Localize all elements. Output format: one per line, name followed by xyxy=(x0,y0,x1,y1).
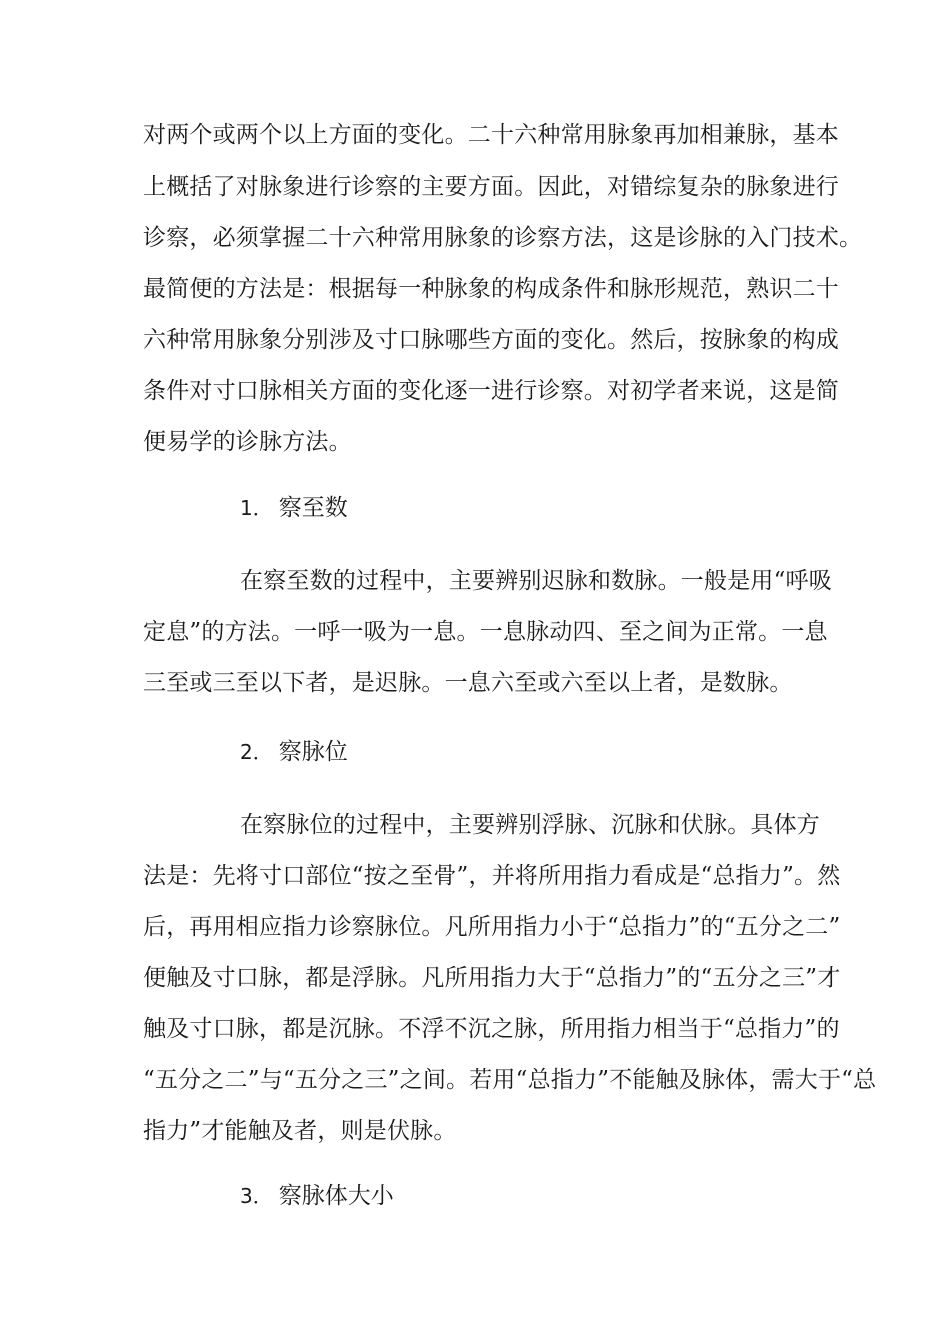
text-line: 三至或三至以下者，是迟脉。一息六至或六至以上者，是数脉。 xyxy=(143,670,793,696)
section-title: 察脉体大小 xyxy=(278,1183,394,1209)
text-line: 便触及寸口脉，都是浮脉。凡所用指力大于“总指力”的“五分之三”才 xyxy=(143,965,841,991)
section-title: 察至数 xyxy=(278,495,348,521)
section-heading-1 xyxy=(240,493,348,523)
text-line: “五分之二”与“五分之三”之间。若用“总指力”不能触及脉体，需大于“总 xyxy=(143,1067,877,1093)
text-line: 条件对寸口脉相关方面的变化逐一进行诊察。对初学者来说，这是简 xyxy=(143,378,839,404)
text-line: 在察至数的过程中，主要辨别迟脉和数脉。一般是用“呼吸 xyxy=(240,568,832,594)
section-heading-3 xyxy=(240,1181,394,1211)
section-heading-2 xyxy=(240,737,348,767)
section-number: 1． xyxy=(240,496,273,520)
text-line: 指力”才能触及者，则是伏脉。 xyxy=(143,1118,457,1144)
text-line: 便易学的诊脉方法。 xyxy=(143,429,352,455)
text-line: 诊察，必须掌握二十六种常用脉象的诊察方法，这是诊脉的入门技术。 xyxy=(143,225,863,251)
section-number: 2． xyxy=(240,740,273,764)
text-line: 六种常用脉象分别涉及寸口脉哪些方面的变化。然后，按脉象的构成 xyxy=(143,327,839,353)
text-line: 触及寸口脉，都是沉脉。不浮不沉之脉，所用指力相当于“总指力”的 xyxy=(143,1016,840,1042)
text-line: 后，再用相应指力诊察脉位。凡所用指力小于“总指力”的“五分之二” xyxy=(143,914,841,940)
text-line: 在察脉位的过程中，主要辨别浮脉、沉脉和伏脉。具体方 xyxy=(240,812,820,838)
text-line: 法是：先将寸口部位“按之至骨”，并将所用指力看成是“总指力”。然 xyxy=(143,863,841,889)
text-line: 最简便的方法是：根据每一种脉象的构成条件和脉形规范，熟识二十 xyxy=(143,276,839,302)
section-title: 察脉位 xyxy=(278,739,348,765)
section-number: 3． xyxy=(240,1184,273,1208)
text-line: 对两个或两个以上方面的变化。二十六种常用脉象再加相兼脉，基本 xyxy=(143,122,839,148)
text-line: 上概括了对脉象进行诊察的主要方面。因此，对错综复杂的脉象进行 xyxy=(143,174,839,200)
text-line: 定息”的方法。一呼一吸为一息。一息脉动四、至之间为正常。一息 xyxy=(143,619,828,645)
